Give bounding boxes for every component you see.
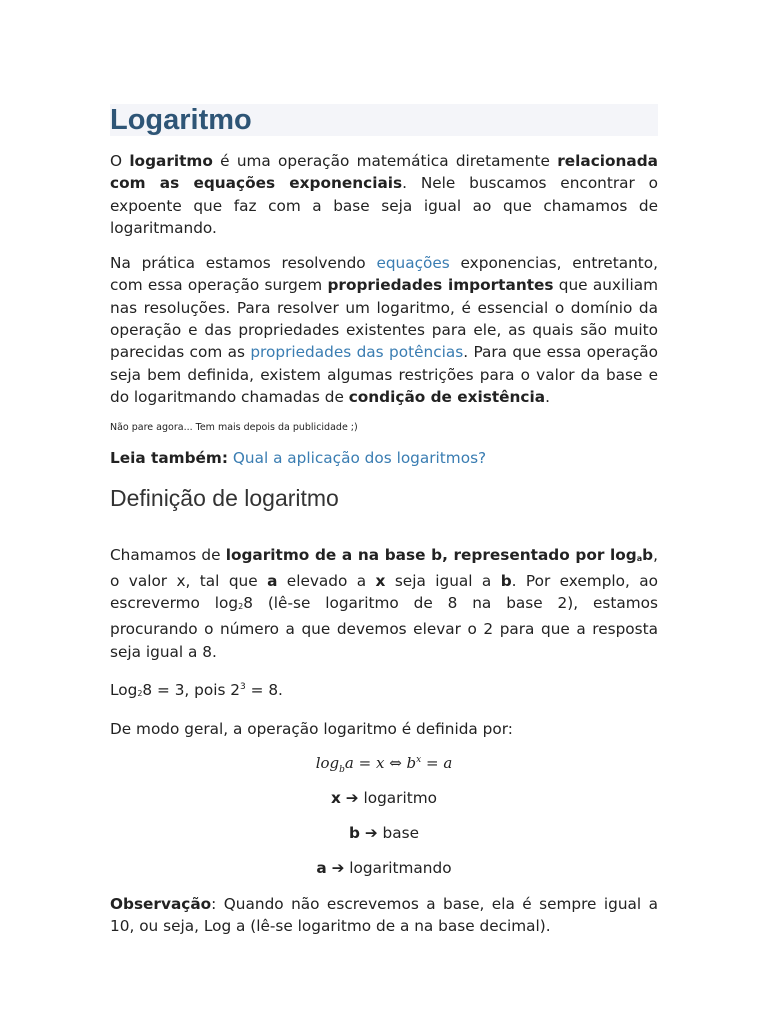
text: que auxiliam nas resoluções. Para resolver um logaritmo, é essencial o domínio da operação e das propriedades existentes para ele, as quais são muito parecidas com as: [110, 276, 658, 362]
title-bar: [110, 104, 658, 136]
text: , o valor x, tal que: [110, 545, 658, 590]
formula-part: log: [315, 753, 340, 772]
section-title: Definição de logaritmo: [110, 484, 339, 511]
example-line: [110, 676, 658, 705]
text: 8 = 3, pois 2: [142, 681, 241, 700]
symbol: b: [349, 824, 360, 843]
text: . Para que essa operação seja bem definida, existem algumas restrições para o valor da base e do logaritmando chamadas de: [110, 343, 659, 406]
subscript: 2: [238, 602, 244, 612]
ad-notice: Não pare agora... Tem mais depois da publicidade ;): [110, 422, 358, 434]
definition-x: [110, 787, 658, 809]
text: .: [545, 387, 550, 406]
observation-paragraph: [110, 893, 658, 938]
text: b: [642, 545, 654, 564]
bold-text: condição de existência: [348, 387, 546, 406]
definition-a: [110, 857, 658, 879]
text: 8 (lê-se logaritmo de 8 na base 2), estamos procurando o número a que devemos elevar o 2 para que a resposta seja igual a 8.: [110, 594, 658, 661]
text: = 8.: [245, 681, 283, 700]
leia-label: Leia também:: [110, 449, 228, 468]
log-formula: [110, 754, 658, 775]
arrow-icon: ➔: [364, 824, 378, 843]
formula-superscript: x: [416, 754, 422, 765]
text: logaritmo de a na base b, representado por log: [225, 545, 637, 564]
text: exponencias, entretanto, com essa operação surgem: [110, 254, 658, 295]
formula-part: = a: [421, 753, 453, 772]
article-content: [110, 104, 658, 950]
text: seja igual a: [385, 571, 501, 590]
text: O: [110, 152, 130, 170]
definition-b: [110, 822, 658, 844]
definition-text: logaritmo: [358, 788, 437, 807]
text: elevado a: [277, 571, 376, 590]
general-definition-text: De modo geral, a operação logaritmo é definida por:: [110, 720, 513, 739]
text: Log: [110, 681, 138, 700]
bold-text: a: [267, 571, 278, 590]
definition-text: logaritmando: [344, 859, 452, 878]
propriedades-potencias-link[interactable]: propriedades das potências: [250, 343, 464, 362]
text: Na prática estamos resolvendo: [110, 254, 377, 273]
formula-part: a = x ⇔ b: [344, 753, 417, 772]
bold-text: x: [375, 571, 386, 590]
text: é uma operação matemática diretamente: [212, 152, 558, 170]
leia-tambem: [110, 447, 658, 469]
symbol: a: [316, 859, 327, 878]
equacoes-link[interactable]: equações: [376, 254, 450, 273]
formula-subscript: b: [339, 764, 345, 775]
intro-paragraph: [110, 150, 658, 239]
observation-text: : Quando não escrevemos a base, ela é sempre igual a 10, ou seja, Log a (lê-se logaritmo de a na base decimal).: [110, 894, 658, 935]
text: . Nele buscamos encontrar o expoente que faz com a base seja igual ao que chamamos de logaritmando.: [110, 174, 658, 237]
bold-text: propriedades importantes: [327, 276, 554, 295]
observation-label: Observação: [110, 894, 212, 913]
superscript: 3: [240, 682, 246, 693]
symbol: x: [331, 788, 341, 807]
subscript: a: [636, 553, 643, 563]
arrow-icon: ➔: [345, 788, 359, 807]
page-title: Logaritmo: [110, 104, 252, 136]
leia-tambem-link[interactable]: Qual a aplicação dos logaritmos?: [232, 449, 487, 468]
text: Chamamos de: [110, 545, 226, 564]
practice-paragraph: [110, 252, 658, 408]
bold-text: logaritmo: [129, 152, 213, 170]
text: . Por exemplo, ao escrevermo log: [110, 571, 659, 613]
arrow-icon: ➔: [331, 859, 345, 878]
definition-paragraph: [110, 544, 658, 663]
subscript: 2: [137, 689, 143, 699]
bold-text: b: [500, 571, 512, 590]
definition-text: base: [377, 824, 419, 843]
bold-text: [226, 546, 653, 564]
bold-text: relacionada com as equações exponenciais: [110, 152, 659, 193]
